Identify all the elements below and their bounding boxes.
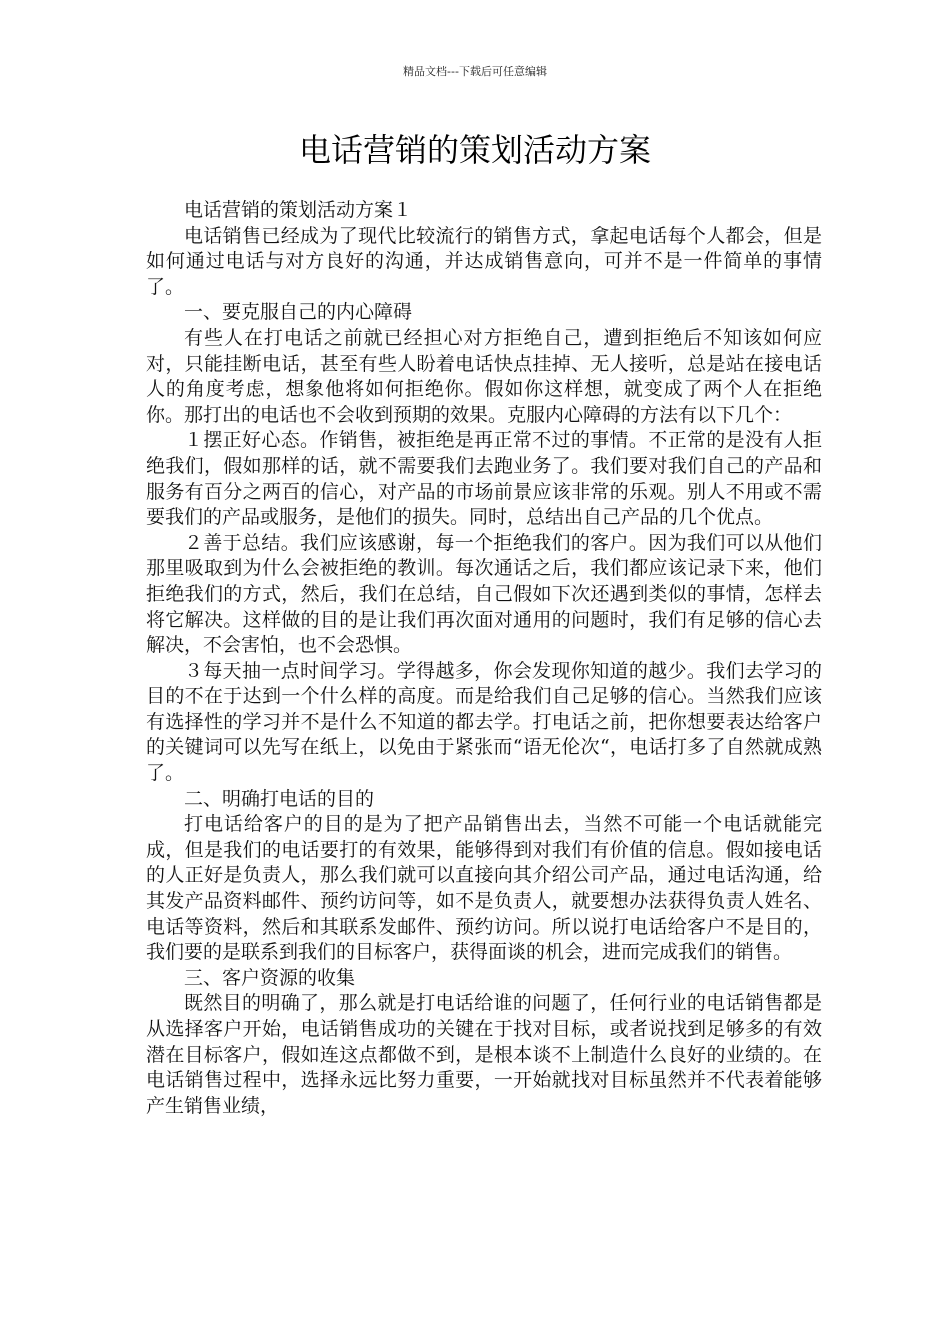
body-paragraph: ３每天抽一点时间学习。学得越多，你会发现你知道的越少。我们去学习的目的不在于达到一个什么样的高度。而是给我们自己足够的信心。当然我们应该有选择性的学习并不是什么不知道的都去学。打电话之前，把你想要表达给客户的关键词可以先写在纸上，以免由于紧张而“语无伦次“，电话打多了自然就成熟了。 [146,659,822,785]
body-paragraph: ２善于总结。我们应该感谢，每一个拒绝我们的客户。因为我们可以从他们那里吸取到为什么会被拒绝的教训。每次通话之后，我们都应该记录下来，他们拒绝我们的方式，然后，我们在总结，自己假如下次还遇到类似的事情，怎样去将它解决。这样做的目的是让我们再次面对通用的问题时，我们有足够的信心去解决，不会害怕，也不会恐惧。 [146,531,822,657]
subtitle-paragraph: 电话营销的策划活动方案１ [184,199,413,221]
section-heading-1: 一、要克服自己的内心障碍 [184,301,413,324]
section-heading-3: 三、客户资源的收集 [184,966,356,989]
intro-paragraph: 电话销售已经成为了现代比较流行的销售方式，拿起电话每个人都会，但是如何通过电话与对方良好的沟通，并达成销售意向，可并不是一件简单的事情了。 [146,224,822,298]
body-paragraph: １摆正好心态。作销售，被拒绝是再正常不过的事情。不正常的是没有人拒绝我们，假如那样的话，就不需要我们去跑业务了。我们要对我们自己的产品和服务有百分之两百的信心，对产品的市场前景应该非常的乐观。别人不用或不需要我们的产品或服务，是他们的损失。同时，总结出自己产品的几个优点。 [146,429,822,529]
body-paragraph: 既然目的明确了，那么就是打电话给谁的问题了，任何行业的电话销售都是从选择客户开始，电话销售成功的关键在于找对目标，或者说找到足够多的有效潜在目标客户，假如连这点都做不到，是根本谈不上制造什么良好的业绩的。在电话销售过程中，选择永远比努力重要，一开始就找对目标虽然并不代表着能够产生销售业绩， [146,992,822,1117]
body-paragraph: 打电话给客户的目的是为了把产品销售出去，当然不可能一个电话就能完成，但是我们的电话要打的有效果，能够得到对我们有价值的信息。假如接电话的人正好是负责人，那么我们就可以直接向其介绍公司产品，通过电话沟通，给其发产品资料邮件、预约访问等，如不是负责人，就要想办法获得负责人姓名、电话等资料，然后和其联系发邮件、预约访问。所以说打电话给客户不是目的，我们要的是联系到我们的目标客户，获得面谈的机会，进而完成我们的销售。 [146,813,822,964]
document-body [146,198,822,1119]
document-title: 电话营销的策划活动方案 [298,131,651,169]
section-heading-2: 二、明确打电话的目的 [184,787,375,810]
body-paragraph: 有些人在打电话之前就已经担心对方拒绝自己，遭到拒绝后不知该如何应对，只能挂断电话，甚至有些人盼着电话快点挂掉、无人接听，总是站在接电话人的角度考虑，想象他将如何拒绝你。假如你这样想，就变成了两个人在拒绝你。那打出的电话也不会收到预期的效果。克服内心障碍的方法有以下几个： [146,326,822,426]
header-note: 精品文档---下载后可任意编辑 [403,65,547,78]
